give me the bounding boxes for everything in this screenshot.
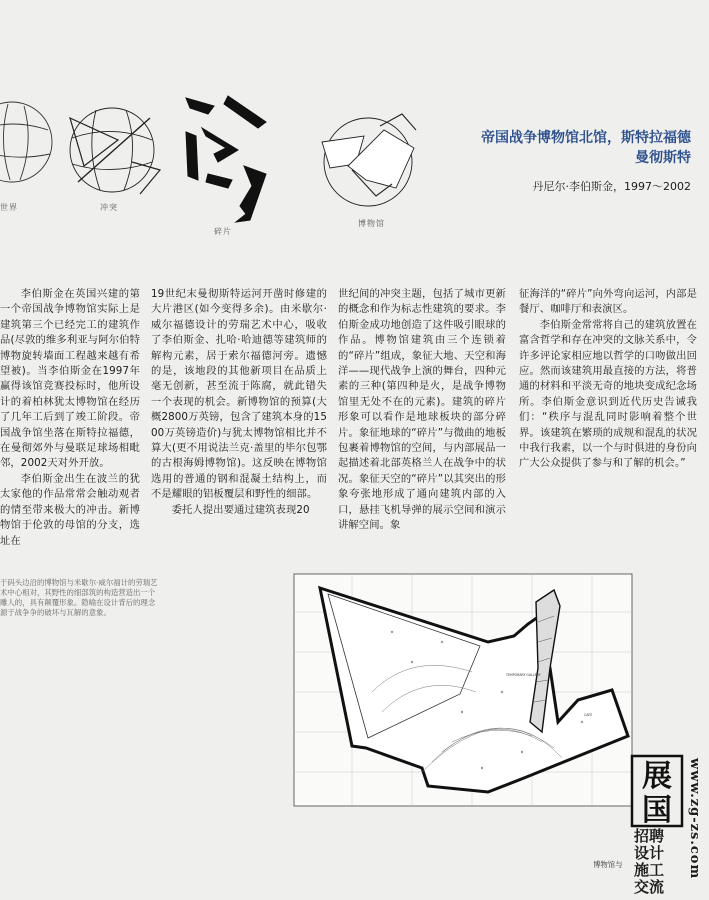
body-column-1 xyxy=(0,287,140,549)
paragraph: 委托人提出要通过建筑表现20 xyxy=(171,503,310,516)
plan-label-cafe: CAFE xyxy=(584,713,593,717)
plan-label-temporary-gallery: TEMPORARY GALLERY xyxy=(506,673,541,677)
paragraph: 李伯斯金常常将自己的建筑放置在富含哲学和存在冲突的文脉关系中，令许多评论家相应地以哲学的口吻做出回应。然而该建筑用最直接的方法，将普通的材料和平淡无奇的地块变成纪念场所。李伯斯金意识到近代历史告诫我们：“秩序与混乱同时影响着整个世界。该建筑在繁琐的成规和混乱的状况中我行我素，以一个与时俱进的身份向广大公众提供了参与和了解的机会。” xyxy=(519,318,697,470)
floor-plan-drawing xyxy=(292,572,636,810)
article-title xyxy=(421,128,691,168)
sketch-label-museum: 博物馆 xyxy=(358,219,385,228)
watermark-slogan-line: 设计 xyxy=(634,844,665,862)
architect-byline: 丹尼尔·李伯斯金，1997～2002 xyxy=(532,180,691,193)
paragraph: 李伯斯金在英国兴建的第一个帝国战争博物馆实际上是建筑第三个已经完工的建筑作品(尽敦的维多利亚与阿尔伯特博物旋转墙面工程越来越有希望被)。当李伯斯金在1997年赢得该馆竞赛投标时，他所设计的着柏林犹太博物馆在经历了几年工后到了竣工阶段。帝国战争馆坐落在斯特拉福德，在曼彻郊外与曼联足球场相毗邻，2002天对外开放。 xyxy=(0,288,140,470)
sketch-label-world: 世界 xyxy=(0,203,18,212)
paragraph: 征海洋的“碎片”向外弯向运河，内部是餐厅、咖啡厅和表演区。 xyxy=(519,288,697,316)
watermark-slogan-line: 招聘 xyxy=(634,827,665,845)
concept-sketches xyxy=(0,70,430,240)
sketch-label-conflict: 冲突 xyxy=(100,203,118,212)
watermark-slogan-line: 施工 xyxy=(634,861,665,879)
body-column-3 xyxy=(338,287,506,534)
watermark-slogan-line: 交流 xyxy=(634,878,665,896)
floor-plan xyxy=(292,572,636,810)
watermark-url: www.zg-zs.com xyxy=(687,758,702,880)
article-title-line-2: 曼彻斯特 xyxy=(635,150,691,166)
watermark-slogan xyxy=(634,828,684,896)
article-title-line-1: 帝国战争博物馆北馆，斯特拉福德 xyxy=(481,130,691,146)
sketch-world xyxy=(0,102,52,182)
site-watermark xyxy=(628,752,709,900)
concept-sketch-drawings xyxy=(0,70,430,240)
body-column-2 xyxy=(151,287,327,518)
sketch-museum xyxy=(322,114,416,206)
watermark-logo-icon xyxy=(630,754,684,828)
paragraph: 世纪间的冲突主题，包括了城市更新的概念和作为标志性建筑的要求。李伯斯金成功地创造了这件吸引眼球的作品。博物馆建筑由三个连锁着的“碎片”组成，象征大地、天空和海洋——现代战争上演的舞台，四种元素的三种(第四种是火，是战争博物馆里无处不在的元素)。建筑的碎片形象可以看作是地球板块的部分碎片。象征地球的“碎片”与微曲的地板包裹着博物馆的空间，与内部展品一起描述着北部英格兰人在战争中的状况。象征天空的“碎片”以其突出的形象夸张地形成了通向建筑内部的入口，悬挂飞机导弹的展示空间和演示讲解空间。象 xyxy=(338,288,506,532)
sketch-label-shards: 碎片 xyxy=(214,227,232,236)
photo-caption: 于码头边沿的博物馆与米歇尔·威尔福计的劳瑞艺术中心相对，其野性的细部筑的构造营造出一个雕人的，具有颠覆形象。隐喻在设计背后的理念源于战争争的破坏与瓦解的意象。 xyxy=(0,578,158,617)
sketch-shards xyxy=(186,96,266,222)
watermark-glyph-bottom: 国 xyxy=(642,793,672,828)
watermark-glyph-top: 展 xyxy=(642,759,672,794)
body-column-4 xyxy=(519,287,697,472)
article-title-block xyxy=(421,128,691,194)
sketch-conflict xyxy=(70,108,160,194)
paragraph: 19世纪末曼彻斯特运河开凿时修建的大片港区(如今变得多余)。由米歇尔·威尔福德设计的劳瑞艺术中心，吸收了李伯斯金、扎哈·哈迪德等建筑师的解构元素，居于索尔福德河旁。遗憾的是，该地段的其他新项目在品质上毫无创新，甚至流于陈腐，就此错失一个表现的机会。新博物馆的预算(大概2800万英镑，包含了建筑本身的1500万英镑造价)与犹太博物馆相比并不算大(更不用说法兰克·盖里的毕尔包鄂的古根海姆博物馆)。这反映在博物馆选用的普通的钢和混凝土结构上，而不是耀眼的铝板覆层和野性的细部。 xyxy=(151,288,327,501)
plan-caption: 博物馆与 xyxy=(593,860,623,869)
paragraph: 李伯斯金出生在波兰的犹太家他的作品常常会触动观者的情至带来极大的冲击。新博物馆于伦敦的母馆的分支，选址在 xyxy=(0,472,140,547)
